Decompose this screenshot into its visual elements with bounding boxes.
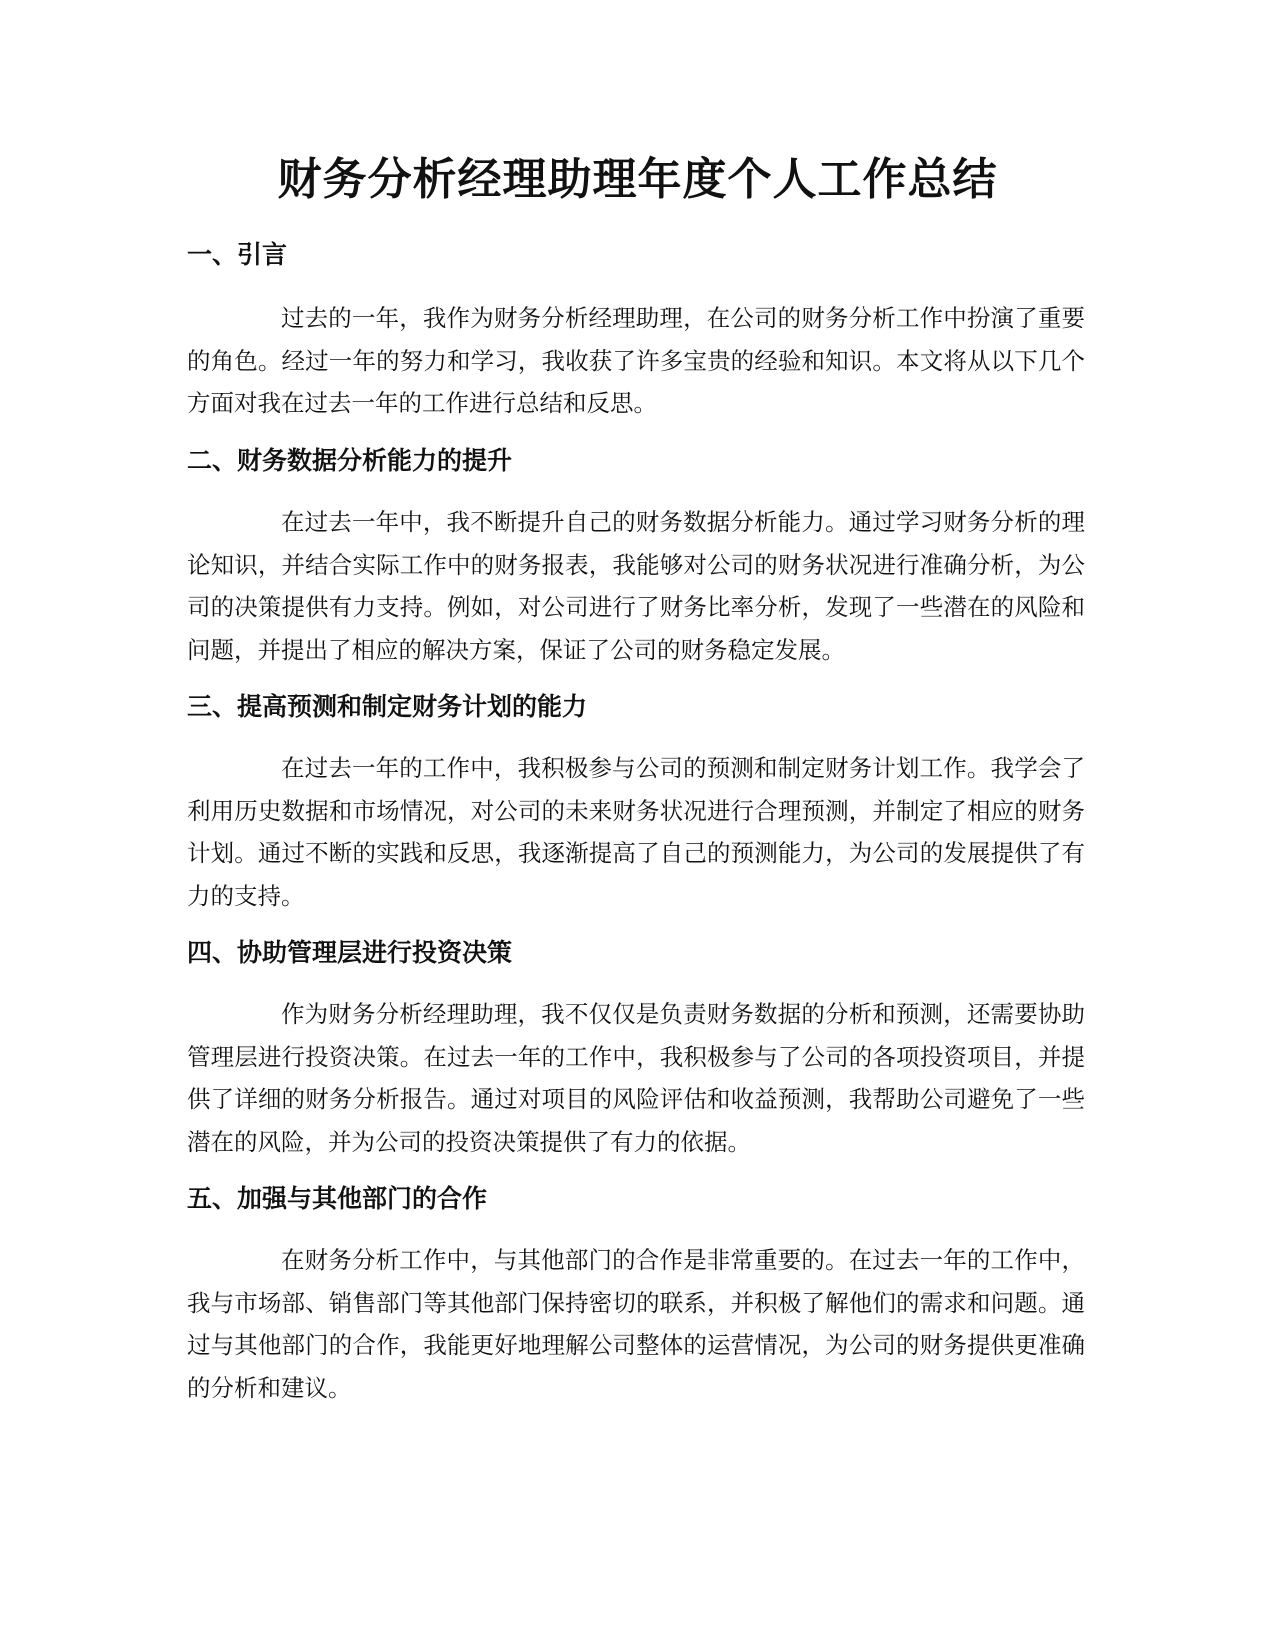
section-paragraph-cooperation: 在财务分析工作中，与其他部门的合作是非常重要的。在过去一年的工作中，我与市场部、销售部门等其他部门保持密切的联系，并积极了解他们的需求和问题。通过与其他部门的合作，我能更好地理解公司整体的运营情况，为公司的财务提供更准确的分析和建议。 bbox=[187, 1246, 1085, 1402]
section-heading-cooperation: 五、加强与其他部门的合作 bbox=[187, 1184, 488, 1213]
section-paragraph-forecasting: 在过去一年的工作中，我积极参与公司的预测和制定财务计划工作。我学会了利用历史数据和市场情况，对公司的未来财务状况进行合理预测，并制定了相应的财务计划。通过不断的实践和反思，我逐渐提高了自己的预测能力，为公司的发展提供了有力的支持。 bbox=[187, 754, 1085, 910]
document-title: 财务分析经理助理年度个人工作总结 bbox=[277, 154, 998, 205]
section-paragraph-investment: 作为财务分析经理助理，我不仅仅是负责财务数据的分析和预测，还需要协助管理层进行投资决策。在过去一年的工作中，我积极参与了公司的各项投资项目，并提供了详细的财务分析报告。通过对项目的风险评估和收益预测，我帮助公司避免了一些潜在的风险，并为公司的投资决策提供了有力的依据。 bbox=[187, 1000, 1085, 1156]
section-heading-investment: 四、协助管理层进行投资决策 bbox=[187, 938, 513, 967]
section-heading-forecasting: 三、提高预测和制定财务计划的能力 bbox=[187, 692, 588, 721]
section-heading-introduction: 一、引言 bbox=[187, 240, 288, 269]
section-paragraph-data-analysis: 在过去一年中，我不断提升自己的财务数据分析能力。通过学习财务分析的理论知识，并结合实际工作中的财务报表，我能够对公司的财务状况进行准确分析，为公司的决策提供有力支持。例如，对公司进行了财务比率分析，发现了一些潜在的风险和问题，并提出了相应的解决方案，保证了公司的财务稳定发展。 bbox=[187, 508, 1085, 664]
section-heading-data-analysis: 二、财务数据分析能力的提升 bbox=[187, 446, 513, 475]
section-paragraph-introduction: 过去的一年，我作为财务分析经理助理，在公司的财务分析工作中扮演了重要的角色。经过一年的努力和学习，我收获了许多宝贵的经验和知识。本文将从以下几个方面对我在过去一年的工作进行总结和反思。 bbox=[187, 304, 1085, 417]
